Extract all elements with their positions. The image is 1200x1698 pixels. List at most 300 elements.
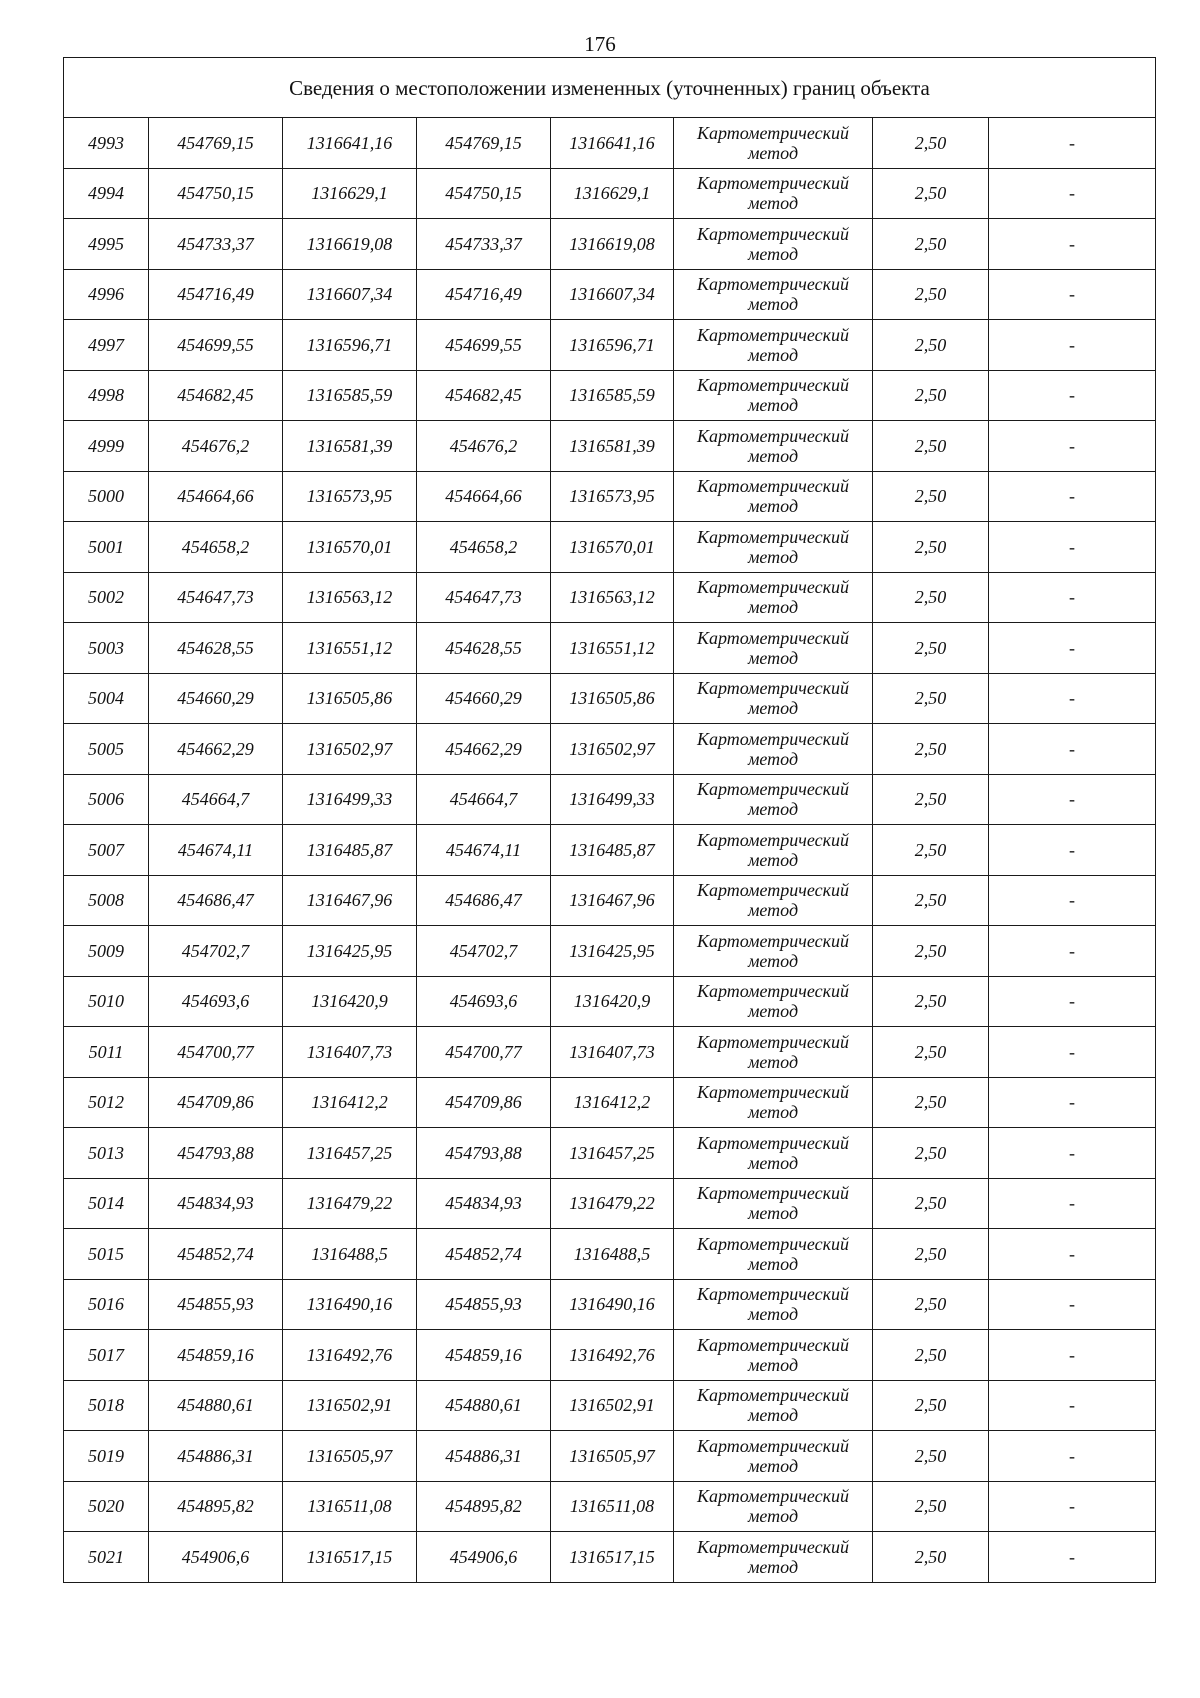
table-row [64, 320, 1156, 371]
refined-x-cell: 454709,86 [417, 1077, 551, 1128]
accuracy-cell: 2,50 [873, 118, 989, 169]
table-row [64, 774, 1156, 825]
method-line-2: метод [747, 294, 799, 315]
table-row [64, 825, 1156, 876]
existing-x-cell: 454647,73 [149, 572, 283, 623]
refined-x-cell: 454658,2 [417, 522, 551, 573]
method-line-2: метод [747, 900, 799, 921]
description-cell: - [989, 269, 1156, 320]
method-line-1: Картометрический [696, 122, 849, 143]
point-number-cell: 4994 [64, 168, 149, 219]
existing-x-cell: 454859,16 [149, 1330, 283, 1381]
table-row [64, 1229, 1156, 1280]
point-number-cell: 5021 [64, 1532, 149, 1583]
refined-y-cell: 1316479,22 [551, 1178, 674, 1229]
accuracy-cell: 2,50 [873, 1128, 989, 1179]
existing-y-cell: 1316563,12 [283, 572, 417, 623]
existing-x-cell: 454880,61 [149, 1380, 283, 1431]
table-title-row [64, 58, 1156, 118]
existing-x-cell: 454895,82 [149, 1481, 283, 1532]
table-row [64, 1330, 1156, 1381]
refined-y-cell: 1316425,95 [551, 926, 674, 977]
description-cell: - [989, 168, 1156, 219]
existing-x-cell: 454676,2 [149, 421, 283, 472]
description-cell: - [989, 219, 1156, 270]
point-number-cell: 4999 [64, 421, 149, 472]
existing-x-cell: 454834,93 [149, 1178, 283, 1229]
method-line-1: Картометрический [696, 981, 849, 1002]
method-line-1: Картометрический [696, 1233, 849, 1254]
method-line-2: метод [747, 647, 799, 668]
description-cell: - [989, 522, 1156, 573]
method-line-2: метод [747, 950, 799, 971]
table-row [64, 522, 1156, 573]
existing-x-cell: 454709,86 [149, 1077, 283, 1128]
method-line-2: метод [747, 1001, 799, 1022]
point-number-cell: 5020 [64, 1481, 149, 1532]
existing-y-cell: 1316570,01 [283, 522, 417, 573]
method-line-2: метод [747, 243, 799, 264]
existing-y-cell: 1316573,95 [283, 471, 417, 522]
method-cell [674, 1229, 873, 1280]
refined-y-cell: 1316511,08 [551, 1481, 674, 1532]
method-line-2: метод [747, 142, 799, 163]
accuracy-cell: 2,50 [873, 269, 989, 320]
method-cell [674, 1077, 873, 1128]
method-line-2: метод [747, 395, 799, 416]
accuracy-cell: 2,50 [873, 1330, 989, 1381]
table-row [64, 219, 1156, 270]
description-cell: - [989, 572, 1156, 623]
accuracy-cell: 2,50 [873, 1229, 989, 1280]
refined-y-cell: 1316517,15 [551, 1532, 674, 1583]
point-number-cell: 5018 [64, 1380, 149, 1431]
description-cell: - [989, 1380, 1156, 1431]
existing-x-cell: 454906,6 [149, 1532, 283, 1583]
point-number-cell: 5001 [64, 522, 149, 573]
method-cell [674, 1481, 873, 1532]
refined-x-cell: 454662,29 [417, 724, 551, 775]
method-cell [674, 118, 873, 169]
refined-y-cell: 1316573,95 [551, 471, 674, 522]
point-number-cell: 4995 [64, 219, 149, 270]
refined-x-cell: 454906,6 [417, 1532, 551, 1583]
table-row [64, 370, 1156, 421]
description-cell: - [989, 118, 1156, 169]
point-number-cell: 4993 [64, 118, 149, 169]
refined-x-cell: 454674,11 [417, 825, 551, 876]
method-cell [674, 825, 873, 876]
method-line-1: Картометрический [696, 223, 849, 244]
method-line-1: Картометрический [696, 425, 849, 446]
description-cell: - [989, 1481, 1156, 1532]
table-row [64, 875, 1156, 926]
method-line-2: метод [747, 546, 799, 567]
existing-x-cell: 454658,2 [149, 522, 283, 573]
refined-y-cell: 1316551,12 [551, 623, 674, 674]
method-line-1: Картометрический [696, 173, 849, 194]
description-cell: - [989, 926, 1156, 977]
table-row [64, 471, 1156, 522]
point-number-cell: 5011 [64, 1027, 149, 1078]
refined-x-cell: 454880,61 [417, 1380, 551, 1431]
existing-x-cell: 454664,7 [149, 774, 283, 825]
point-number-cell: 5014 [64, 1178, 149, 1229]
method-cell [674, 269, 873, 320]
description-cell: - [989, 875, 1156, 926]
existing-x-cell: 454686,47 [149, 875, 283, 926]
accuracy-cell: 2,50 [873, 1532, 989, 1583]
point-number-cell: 5000 [64, 471, 149, 522]
method-cell [674, 1532, 873, 1583]
method-line-1: Картометрический [696, 1486, 849, 1507]
refined-y-cell: 1316490,16 [551, 1279, 674, 1330]
accuracy-cell: 2,50 [873, 976, 989, 1027]
existing-y-cell: 1316502,91 [283, 1380, 417, 1431]
existing-y-cell: 1316607,34 [283, 269, 417, 320]
table-row [64, 269, 1156, 320]
point-number-cell: 5008 [64, 875, 149, 926]
existing-y-cell: 1316629,1 [283, 168, 417, 219]
table-row [64, 1431, 1156, 1482]
method-line-1: Картометрический [696, 1132, 849, 1153]
description-cell: - [989, 421, 1156, 472]
existing-y-cell: 1316641,16 [283, 118, 417, 169]
refined-y-cell: 1316467,96 [551, 875, 674, 926]
accuracy-cell: 2,50 [873, 522, 989, 573]
existing-x-cell: 454693,6 [149, 976, 283, 1027]
method-line-1: Картометрический [696, 375, 849, 396]
existing-y-cell: 1316420,9 [283, 976, 417, 1027]
description-cell: - [989, 623, 1156, 674]
existing-y-cell: 1316425,95 [283, 926, 417, 977]
refined-x-cell: 454834,93 [417, 1178, 551, 1229]
method-cell [674, 875, 873, 926]
method-line-2: метод [747, 1455, 799, 1476]
table-row [64, 724, 1156, 775]
refined-y-cell: 1316570,01 [551, 522, 674, 573]
method-line-2: метод [747, 1405, 799, 1426]
method-cell [674, 1178, 873, 1229]
point-number-cell: 5002 [64, 572, 149, 623]
refined-x-cell: 454769,15 [417, 118, 551, 169]
description-cell: - [989, 1229, 1156, 1280]
refined-y-cell: 1316502,97 [551, 724, 674, 775]
method-cell [674, 623, 873, 674]
refined-y-cell: 1316629,1 [551, 168, 674, 219]
method-line-1: Картометрический [696, 829, 849, 850]
method-line-1: Картометрический [696, 476, 849, 497]
refined-x-cell: 454664,7 [417, 774, 551, 825]
method-line-2: метод [747, 445, 799, 466]
point-number-cell: 5007 [64, 825, 149, 876]
method-line-1: Картометрический [696, 274, 849, 295]
method-line-1: Картометрический [696, 678, 849, 699]
point-number-cell: 4997 [64, 320, 149, 371]
method-line-2: метод [747, 1253, 799, 1274]
accuracy-cell: 2,50 [873, 471, 989, 522]
description-cell: - [989, 1330, 1156, 1381]
existing-y-cell: 1316596,71 [283, 320, 417, 371]
method-line-1: Картометрический [696, 526, 849, 547]
existing-x-cell: 454664,66 [149, 471, 283, 522]
method-line-1: Картометрический [696, 779, 849, 800]
refined-y-cell: 1316457,25 [551, 1128, 674, 1179]
refined-y-cell: 1316505,97 [551, 1431, 674, 1482]
refined-x-cell: 454664,66 [417, 471, 551, 522]
refined-x-cell: 454733,37 [417, 219, 551, 270]
accuracy-cell: 2,50 [873, 673, 989, 724]
refined-y-cell: 1316412,2 [551, 1077, 674, 1128]
method-cell [674, 168, 873, 219]
existing-x-cell: 454886,31 [149, 1431, 283, 1482]
refined-x-cell: 454793,88 [417, 1128, 551, 1179]
existing-x-cell: 454699,55 [149, 320, 283, 371]
method-line-1: Картометрический [696, 728, 849, 749]
method-cell [674, 219, 873, 270]
method-cell [674, 522, 873, 573]
accuracy-cell: 2,50 [873, 926, 989, 977]
method-cell [674, 1380, 873, 1431]
accuracy-cell: 2,50 [873, 1027, 989, 1078]
refined-y-cell: 1316499,33 [551, 774, 674, 825]
point-number-cell: 5004 [64, 673, 149, 724]
table-row [64, 1027, 1156, 1078]
point-number-cell: 5003 [64, 623, 149, 674]
existing-x-cell: 454628,55 [149, 623, 283, 674]
accuracy-cell: 2,50 [873, 219, 989, 270]
point-number-cell: 4996 [64, 269, 149, 320]
method-cell [674, 673, 873, 724]
refined-y-cell: 1316607,34 [551, 269, 674, 320]
method-line-2: метод [747, 799, 799, 820]
existing-x-cell: 454682,45 [149, 370, 283, 421]
method-line-1: Картометрический [696, 880, 849, 901]
point-number-cell: 5017 [64, 1330, 149, 1381]
point-number-cell: 5016 [64, 1279, 149, 1330]
method-cell [674, 572, 873, 623]
table-row [64, 118, 1156, 169]
table-row [64, 168, 1156, 219]
method-line-2: метод [747, 698, 799, 719]
existing-y-cell: 1316407,73 [283, 1027, 417, 1078]
refined-x-cell: 454647,73 [417, 572, 551, 623]
existing-x-cell: 454733,37 [149, 219, 283, 270]
table-title: Сведения о местоположении измененных (уточненных) границ объекта [64, 58, 1156, 118]
accuracy-cell: 2,50 [873, 1279, 989, 1330]
existing-x-cell: 454855,93 [149, 1279, 283, 1330]
refined-y-cell: 1316641,16 [551, 118, 674, 169]
method-cell [674, 1279, 873, 1330]
refined-y-cell: 1316502,91 [551, 1380, 674, 1431]
accuracy-cell: 2,50 [873, 1077, 989, 1128]
refined-x-cell: 454682,45 [417, 370, 551, 421]
existing-y-cell: 1316492,76 [283, 1330, 417, 1381]
method-cell [674, 1027, 873, 1078]
existing-y-cell: 1316490,16 [283, 1279, 417, 1330]
point-number-cell: 5010 [64, 976, 149, 1027]
method-cell [674, 421, 873, 472]
accuracy-cell: 2,50 [873, 1178, 989, 1229]
table-row [64, 572, 1156, 623]
refined-y-cell: 1316505,86 [551, 673, 674, 724]
accuracy-cell: 2,50 [873, 1431, 989, 1482]
method-cell [674, 1431, 873, 1482]
existing-y-cell: 1316488,5 [283, 1229, 417, 1280]
point-number-cell: 5005 [64, 724, 149, 775]
refined-x-cell: 454676,2 [417, 421, 551, 472]
description-cell: - [989, 1279, 1156, 1330]
existing-y-cell: 1316502,97 [283, 724, 417, 775]
method-line-1: Картометрический [696, 1435, 849, 1456]
method-line-1: Картометрический [696, 1183, 849, 1204]
existing-y-cell: 1316505,97 [283, 1431, 417, 1482]
accuracy-cell: 2,50 [873, 572, 989, 623]
description-cell: - [989, 320, 1156, 371]
table-row [64, 1279, 1156, 1330]
description-cell: - [989, 1077, 1156, 1128]
refined-x-cell: 454750,15 [417, 168, 551, 219]
refined-x-cell: 454855,93 [417, 1279, 551, 1330]
description-cell: - [989, 976, 1156, 1027]
existing-y-cell: 1316585,59 [283, 370, 417, 421]
description-cell: - [989, 724, 1156, 775]
method-line-2: метод [747, 1304, 799, 1325]
existing-y-cell: 1316619,08 [283, 219, 417, 270]
refined-y-cell: 1316596,71 [551, 320, 674, 371]
existing-y-cell: 1316499,33 [283, 774, 417, 825]
existing-y-cell: 1316505,86 [283, 673, 417, 724]
method-line-1: Картометрический [696, 324, 849, 345]
refined-x-cell: 454859,16 [417, 1330, 551, 1381]
refined-y-cell: 1316488,5 [551, 1229, 674, 1280]
description-cell: - [989, 825, 1156, 876]
method-cell [674, 926, 873, 977]
existing-x-cell: 454700,77 [149, 1027, 283, 1078]
description-cell: - [989, 370, 1156, 421]
refined-x-cell: 454686,47 [417, 875, 551, 926]
method-cell [674, 774, 873, 825]
method-line-2: метод [747, 1152, 799, 1173]
boundary-coordinates-table [63, 57, 1156, 1583]
refined-x-cell: 454660,29 [417, 673, 551, 724]
method-line-2: метод [747, 849, 799, 870]
method-line-1: Картометрический [696, 577, 849, 598]
existing-y-cell: 1316581,39 [283, 421, 417, 472]
accuracy-cell: 2,50 [873, 370, 989, 421]
existing-x-cell: 454674,11 [149, 825, 283, 876]
description-cell: - [989, 1178, 1156, 1229]
table-row [64, 926, 1156, 977]
accuracy-cell: 2,50 [873, 1380, 989, 1431]
method-line-2: метод [747, 1051, 799, 1072]
point-number-cell: 5006 [64, 774, 149, 825]
refined-y-cell: 1316420,9 [551, 976, 674, 1027]
existing-x-cell: 454852,74 [149, 1229, 283, 1280]
method-line-2: метод [747, 1203, 799, 1224]
table-row [64, 976, 1156, 1027]
page-number: 176 [584, 32, 616, 56]
method-line-2: метод [747, 597, 799, 618]
existing-x-cell: 454702,7 [149, 926, 283, 977]
point-number-cell: 5013 [64, 1128, 149, 1179]
accuracy-cell: 2,50 [873, 774, 989, 825]
existing-y-cell: 1316551,12 [283, 623, 417, 674]
method-line-1: Картометрический [696, 1334, 849, 1355]
method-line-2: метод [747, 1556, 799, 1577]
method-line-2: метод [747, 193, 799, 214]
refined-x-cell: 454886,31 [417, 1431, 551, 1482]
existing-y-cell: 1316479,22 [283, 1178, 417, 1229]
refined-x-cell: 454699,55 [417, 320, 551, 371]
existing-x-cell: 454793,88 [149, 1128, 283, 1179]
method-cell [674, 1330, 873, 1381]
method-cell [674, 1128, 873, 1179]
description-cell: - [989, 1431, 1156, 1482]
accuracy-cell: 2,50 [873, 1481, 989, 1532]
method-line-1: Картометрический [696, 1284, 849, 1305]
refined-y-cell: 1316619,08 [551, 219, 674, 270]
existing-y-cell: 1316412,2 [283, 1077, 417, 1128]
refined-y-cell: 1316563,12 [551, 572, 674, 623]
method-cell [674, 724, 873, 775]
accuracy-cell: 2,50 [873, 320, 989, 371]
method-line-1: Картометрический [696, 627, 849, 648]
existing-x-cell: 454750,15 [149, 168, 283, 219]
existing-y-cell: 1316457,25 [283, 1128, 417, 1179]
description-cell: - [989, 471, 1156, 522]
refined-y-cell: 1316581,39 [551, 421, 674, 472]
method-cell [674, 471, 873, 522]
accuracy-cell: 2,50 [873, 623, 989, 674]
point-number-cell: 5019 [64, 1431, 149, 1482]
table-row [64, 623, 1156, 674]
method-line-2: метод [747, 344, 799, 365]
existing-x-cell: 454769,15 [149, 118, 283, 169]
accuracy-cell: 2,50 [873, 875, 989, 926]
refined-y-cell: 1316485,87 [551, 825, 674, 876]
method-cell [674, 976, 873, 1027]
accuracy-cell: 2,50 [873, 825, 989, 876]
existing-x-cell: 454716,49 [149, 269, 283, 320]
refined-y-cell: 1316407,73 [551, 1027, 674, 1078]
method-line-1: Картометрический [696, 1536, 849, 1557]
method-line-1: Картометрический [696, 1385, 849, 1406]
point-number-cell: 5009 [64, 926, 149, 977]
refined-y-cell: 1316585,59 [551, 370, 674, 421]
method-line-1: Картометрический [696, 1031, 849, 1052]
method-line-1: Картометрический [696, 1082, 849, 1103]
method-line-2: метод [747, 1102, 799, 1123]
table-row [64, 673, 1156, 724]
accuracy-cell: 2,50 [873, 421, 989, 472]
table-row [64, 1532, 1156, 1583]
existing-y-cell: 1316485,87 [283, 825, 417, 876]
description-cell: - [989, 1532, 1156, 1583]
accuracy-cell: 2,50 [873, 168, 989, 219]
existing-x-cell: 454660,29 [149, 673, 283, 724]
table-row [64, 1481, 1156, 1532]
refined-y-cell: 1316492,76 [551, 1330, 674, 1381]
method-cell [674, 320, 873, 371]
description-cell: - [989, 673, 1156, 724]
refined-x-cell: 454895,82 [417, 1481, 551, 1532]
refined-x-cell: 454693,6 [417, 976, 551, 1027]
existing-y-cell: 1316511,08 [283, 1481, 417, 1532]
refined-x-cell: 454852,74 [417, 1229, 551, 1280]
method-line-2: метод [747, 1506, 799, 1527]
point-number-cell: 4998 [64, 370, 149, 421]
